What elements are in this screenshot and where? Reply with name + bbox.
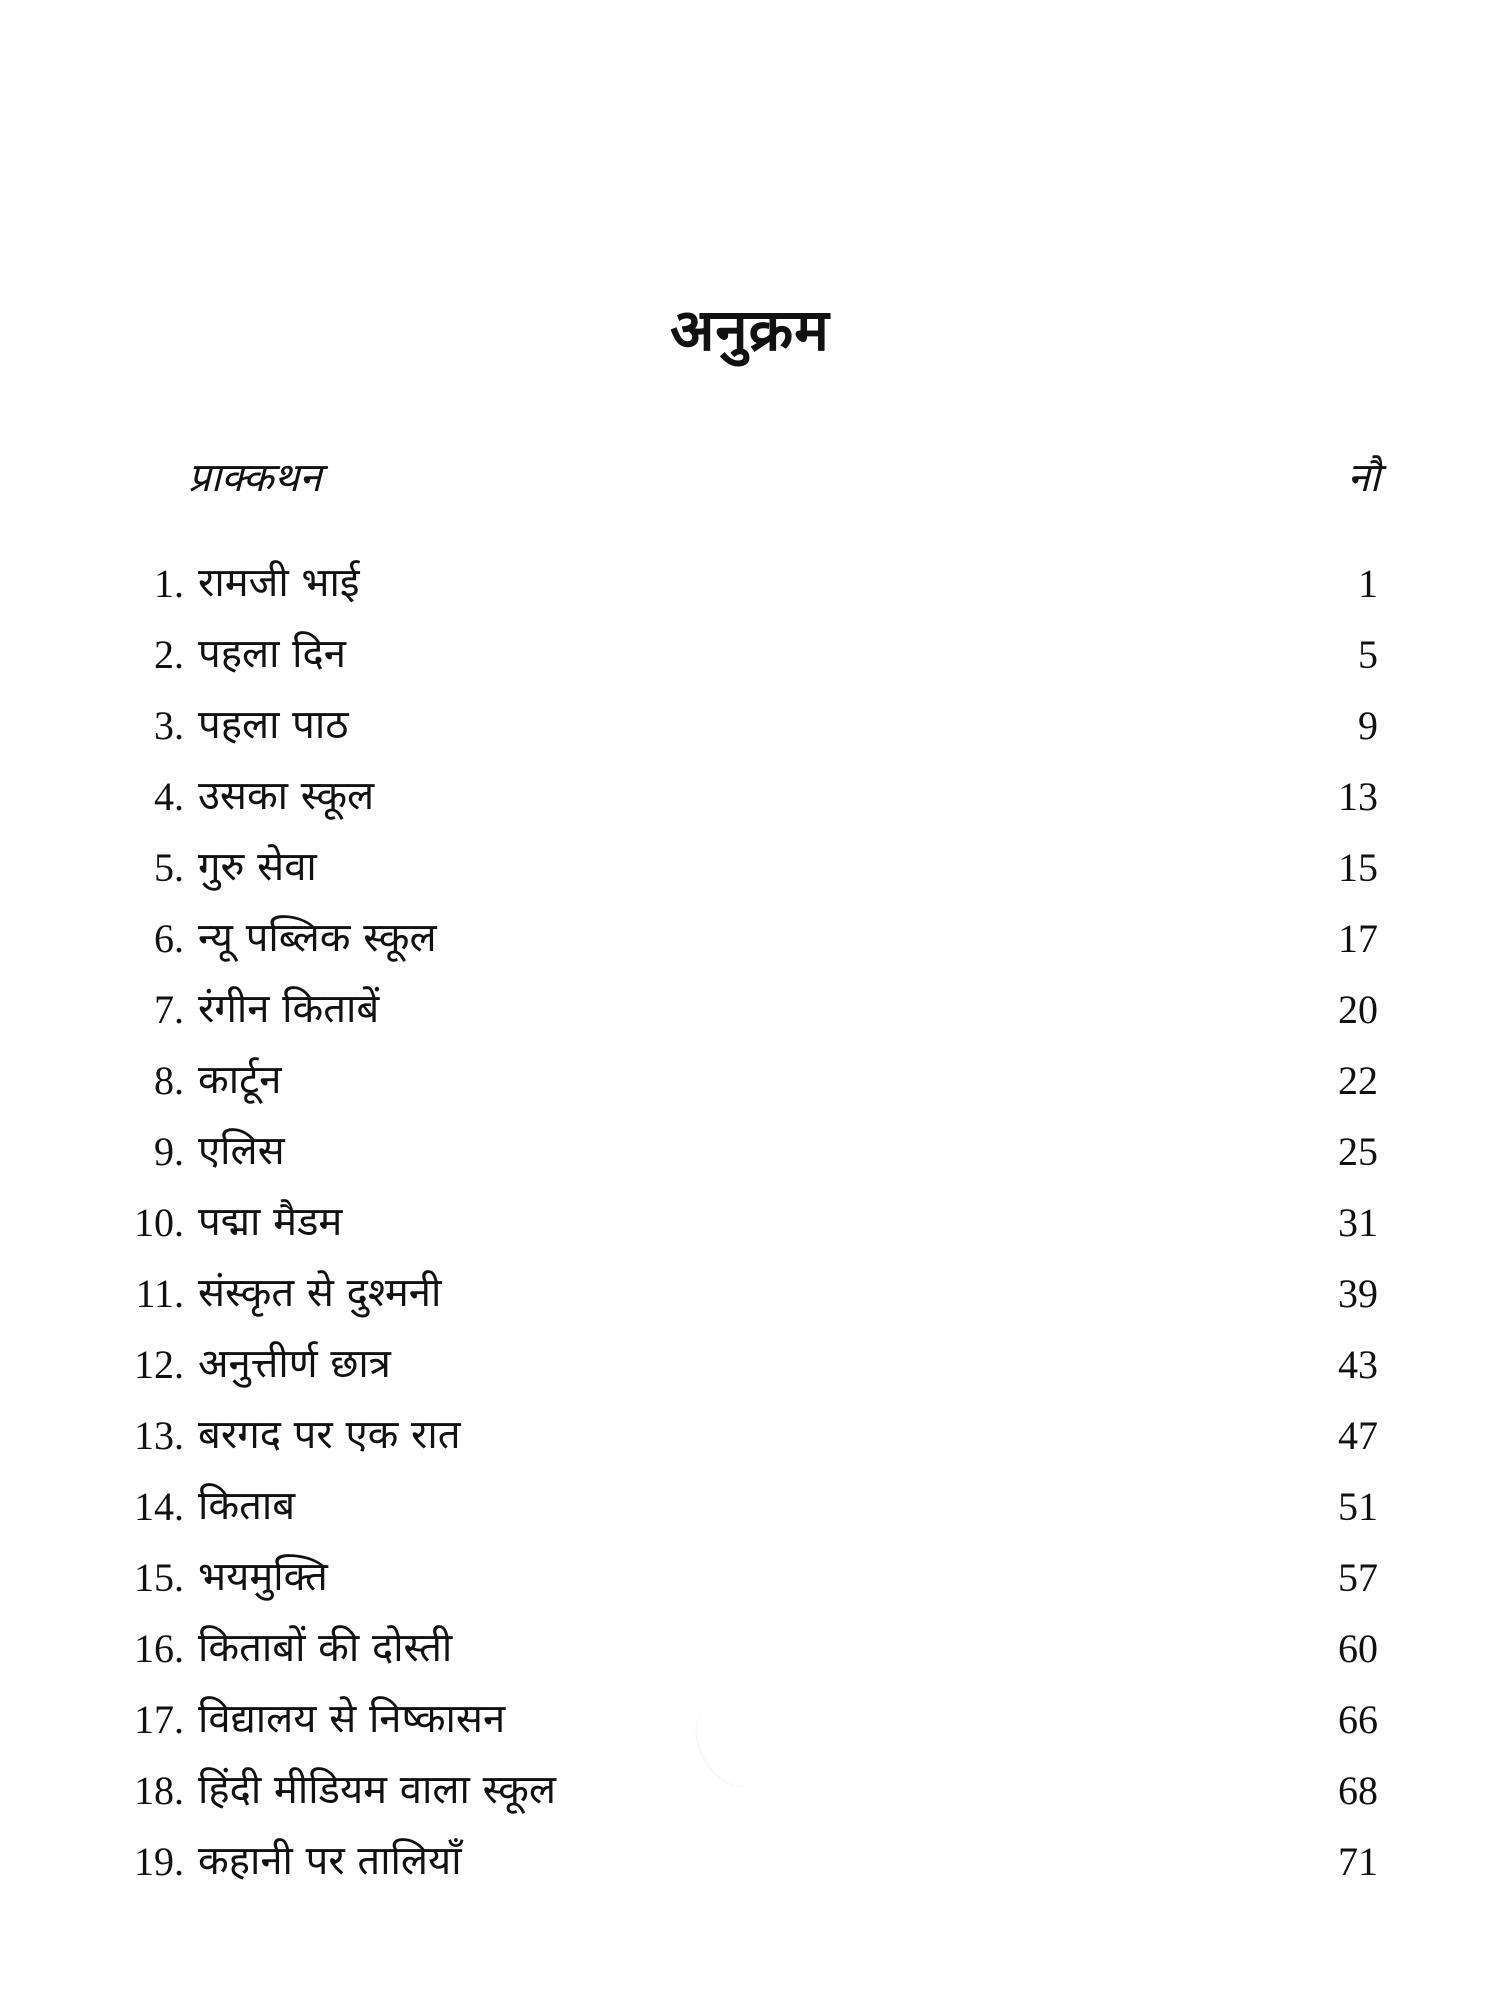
- toc-entry-title: भयमुक्ति: [198, 1554, 328, 1600]
- toc-entry-number: 12.: [134, 1342, 184, 1387]
- toc-entry-title: रामजी भाई: [198, 560, 360, 606]
- toc-entry: [0, 974, 1500, 1045]
- toc-entry-title: बरगद पर एक रात: [198, 1412, 461, 1458]
- toc-entry: [0, 1826, 1500, 1897]
- toc-entry-title: उसका स्कूल: [198, 773, 375, 819]
- toc-entry-title: पद्मा मैडम: [198, 1199, 343, 1245]
- toc-entry-number: 18.: [134, 1768, 184, 1813]
- toc-entry-page: 57: [1338, 1555, 1378, 1600]
- toc-entry-page: 51: [1338, 1484, 1378, 1529]
- toc-entry-page: 43: [1338, 1342, 1378, 1387]
- toc-entry-title: पहला पाठ: [198, 702, 349, 748]
- toc-entry-title: किताबों की दोस्ती: [198, 1625, 453, 1671]
- toc-entry: [0, 1258, 1500, 1329]
- toc-entry-page: 13: [1338, 774, 1378, 819]
- toc-entry-page: 68: [1338, 1768, 1378, 1813]
- toc-entry-page: 66: [1338, 1697, 1378, 1742]
- toc-entry-number: 10.: [134, 1200, 184, 1245]
- toc-entry-page: 22: [1338, 1058, 1378, 1103]
- toc-entry: [0, 1116, 1500, 1187]
- toc-entry: [0, 619, 1500, 690]
- toc-entry-number: 4.: [154, 774, 184, 819]
- toc-entry-page: 9: [1358, 703, 1378, 748]
- toc-entry: [0, 1045, 1500, 1116]
- toc-entry: [0, 1187, 1500, 1258]
- toc-entry-page: 17: [1338, 916, 1378, 961]
- toc-entry: [0, 690, 1500, 761]
- toc-entry-page: 15: [1338, 845, 1378, 890]
- toc-entry-page: 39: [1338, 1271, 1378, 1316]
- preface-row: [0, 448, 1500, 508]
- toc-entry-page: 71: [1338, 1839, 1378, 1884]
- toc-entry-title: गुरु सेवा: [198, 844, 317, 890]
- toc-entry-title: विद्यालय से निष्कासन: [198, 1696, 506, 1742]
- toc-entry-page: 1: [1358, 561, 1378, 606]
- toc-entry-page: 25: [1338, 1129, 1378, 1174]
- table-of-contents: [0, 548, 1500, 1897]
- toc-entry-number: 9.: [154, 1129, 184, 1174]
- toc-entry-number: 1.: [154, 561, 184, 606]
- toc-entry-page: 60: [1338, 1626, 1378, 1671]
- toc-entry-number: 14.: [134, 1484, 184, 1529]
- toc-entry-title: कार्टून: [198, 1057, 282, 1103]
- toc-entry-number: 16.: [134, 1626, 184, 1671]
- toc-entry-number: 6.: [154, 916, 184, 961]
- toc-entry-title: संस्कृत से दुश्मनी: [198, 1270, 442, 1316]
- toc-entry: [0, 1542, 1500, 1613]
- toc-entry-title: रंगीन किताबें: [198, 986, 380, 1032]
- toc-entry-number: 5.: [154, 845, 184, 890]
- preface-page: नौ: [1347, 455, 1380, 501]
- toc-entry-page: 5: [1358, 632, 1378, 677]
- toc-entry-number: 17.: [134, 1697, 184, 1742]
- toc-entry: [0, 832, 1500, 903]
- toc-entry-page: 20: [1338, 987, 1378, 1032]
- toc-entry: [0, 1471, 1500, 1542]
- toc-entry-title: कहानी पर तालियाँ: [198, 1838, 462, 1884]
- toc-entry-title: एलिस: [198, 1128, 285, 1174]
- toc-entry-title: पहला दिन: [198, 631, 346, 677]
- toc-entry-number: 19.: [134, 1839, 184, 1884]
- toc-entry-number: 2.: [154, 632, 184, 677]
- page-title: अनुक्रम: [670, 296, 830, 364]
- toc-entry-number: 3.: [154, 703, 184, 748]
- toc-entry: [0, 548, 1500, 619]
- preface-label: प्राक्कथन: [188, 455, 322, 501]
- toc-entry-page: 31: [1338, 1200, 1378, 1245]
- toc-entry-number: 11.: [135, 1271, 184, 1316]
- toc-entry-title: न्यू पब्लिक स्कूल: [198, 915, 437, 961]
- toc-entry-title: हिंदी मीडियम वाला स्कूल: [198, 1767, 556, 1813]
- toc-entry-number: 15.: [134, 1555, 184, 1600]
- toc-entry: [0, 761, 1500, 832]
- toc-entry-title: अनुत्तीर्ण छात्र: [198, 1341, 391, 1387]
- toc-entry-number: 7.: [154, 987, 184, 1032]
- toc-entry-number: 8.: [154, 1058, 184, 1103]
- toc-entry-page: 47: [1338, 1413, 1378, 1458]
- toc-entry-number: 13.: [134, 1413, 184, 1458]
- toc-entry: [0, 1613, 1500, 1684]
- toc-entry: [0, 1400, 1500, 1471]
- toc-entry-title: किताब: [198, 1483, 296, 1529]
- toc-entry: [0, 1329, 1500, 1400]
- toc-entry: [0, 903, 1500, 974]
